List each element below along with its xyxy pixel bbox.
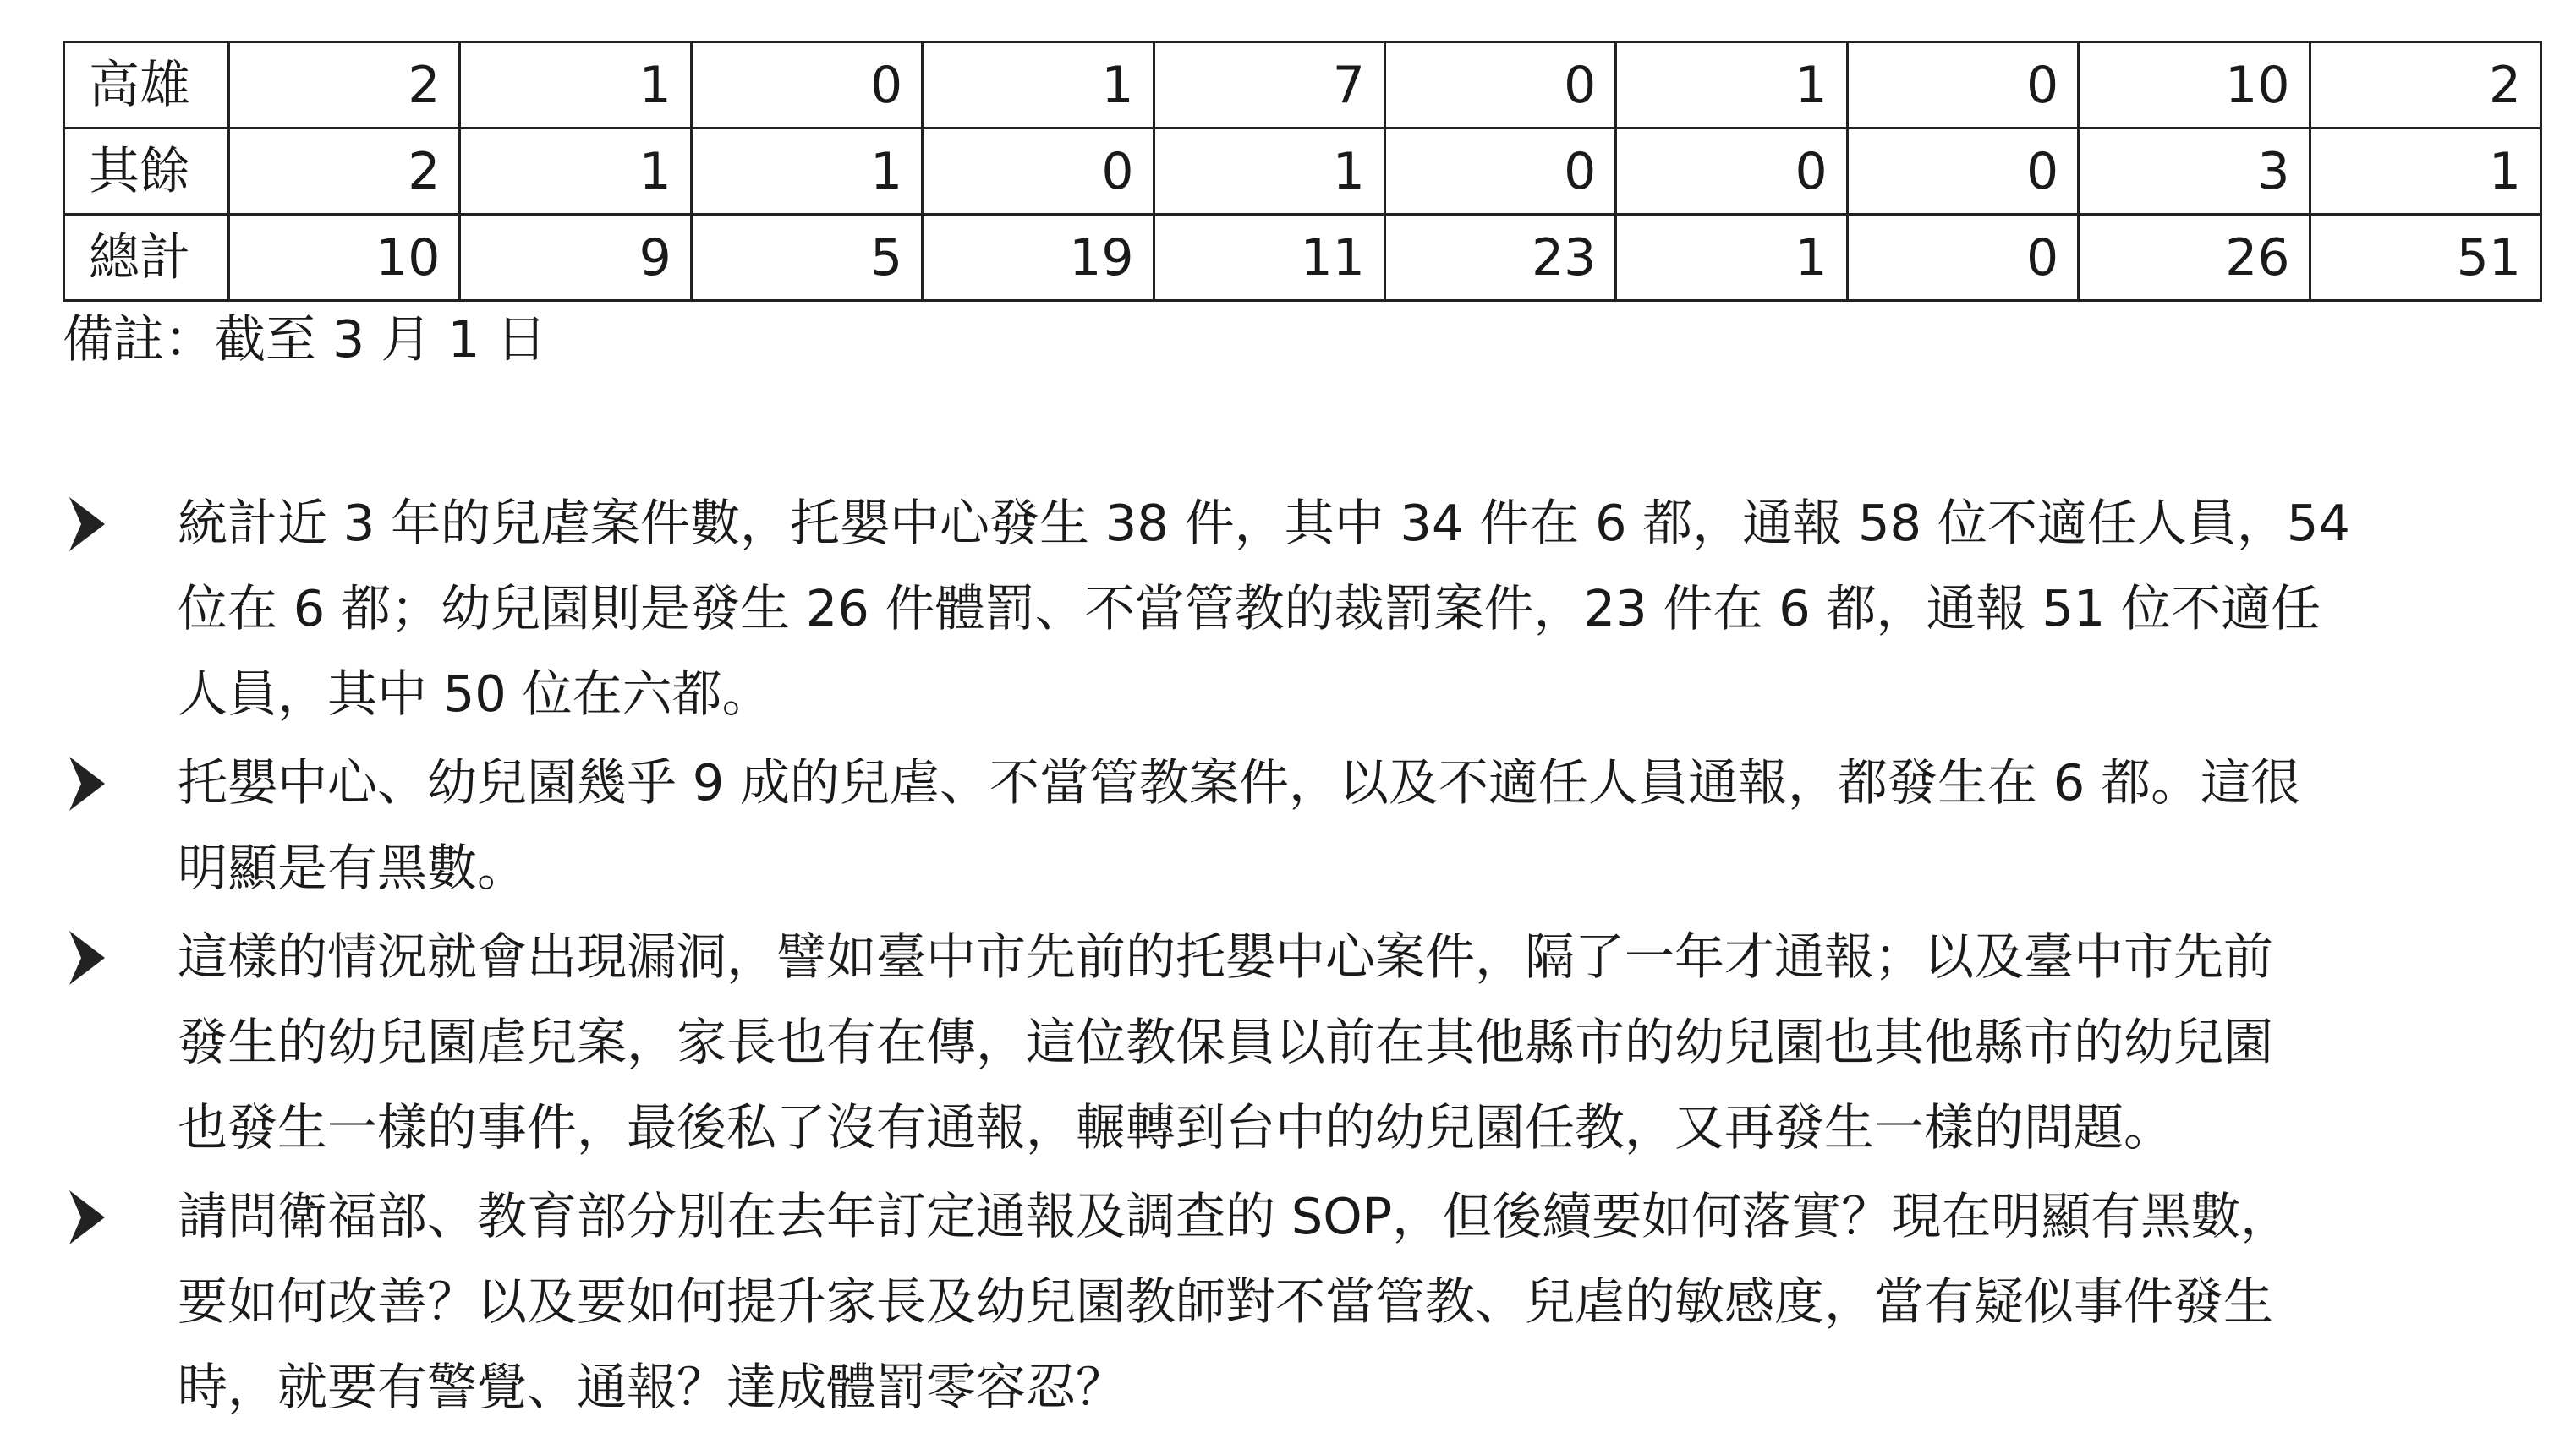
table-cell: 1	[691, 129, 922, 215]
table-cell: 10	[2079, 42, 2310, 129]
table-cell: 0	[1616, 129, 1847, 215]
table-cell: 9	[460, 215, 691, 301]
list-item-line: 請問衛福部、教育部分別在去年訂定通報及調查的 SOP，但後續要如何落實？現在明顯有黑數，	[178, 1187, 2291, 1245]
table-cell: 1	[1616, 215, 1847, 301]
table-cell: 1	[460, 42, 691, 129]
arrow-bullet-icon	[68, 924, 107, 992]
list-item	[63, 1173, 2542, 1430]
list-item-line: 明顯是有黑數。	[178, 839, 528, 897]
list-item-line: 要如何改善？以及要如何提升家長及幼兒園教師對不當管教、兒虐的敏感度，當有疑似事件發生	[178, 1272, 2274, 1331]
list-item	[63, 480, 2542, 736]
arrow-bullet-icon	[68, 490, 107, 558]
row-header: 高雄	[64, 42, 229, 129]
row-header: 總計	[64, 215, 229, 301]
row-header: 其餘	[64, 129, 229, 215]
table-note: 備註：截至 3 月 1 日	[63, 310, 547, 369]
table-cell: 2	[229, 129, 460, 215]
list-item-line: 人員，其中 50 位在六都。	[178, 665, 772, 723]
table-cell: 11	[1154, 215, 1384, 301]
table-cell: 0	[1847, 129, 2078, 215]
table-cell: 1	[923, 42, 1154, 129]
table-cell: 1	[1154, 129, 1384, 215]
table-row-others	[64, 129, 2541, 215]
list-item-line: 時，就要有警覺、通報？達成體罰零容忍？	[178, 1358, 1126, 1416]
statistics-table	[63, 41, 2542, 302]
table-cell: 10	[229, 215, 460, 301]
table-cell: 0	[1847, 42, 2078, 129]
table-cell: 7	[1154, 42, 1384, 129]
list-item-line: 統計近 3 年的兒虐案件數，托嬰中心發生 38 件，其中 34 件在 6 都，通報 58 位不適任人員，54	[178, 494, 2350, 552]
table-cell: 19	[923, 215, 1154, 301]
table-cell: 2	[2310, 42, 2540, 129]
table-cell: 1	[460, 129, 691, 215]
table-cell: 0	[1847, 215, 2078, 301]
table-cell: 0	[1384, 42, 1615, 129]
list-item-line: 也發生一樣的事件，最後私了沒有通報，輾轉到台中的幼兒園任教，又再發生一樣的問題。	[178, 1098, 2174, 1157]
table-cell: 1	[2310, 129, 2540, 215]
arrow-bullet-icon	[68, 1184, 107, 1251]
table-cell: 5	[691, 215, 922, 301]
list-item-line: 托嬰中心、幼兒園幾乎 9 成的兒虐、不當管教案件，以及不適任人員通報，都發生在 6 都。這很	[178, 753, 2301, 812]
list-item-line: 這樣的情況就會出現漏洞，譬如臺中市先前的托嬰中心案件，隔了一年才通報；以及臺中市先前	[178, 927, 2274, 986]
list-item-line: 發生的幼兒園虐兒案，家長也有在傳，這位教保員以前在其他縣市的幼兒園也其他縣市的幼兒園	[178, 1013, 2274, 1071]
table-cell: 0	[923, 129, 1154, 215]
table-cell: 0	[691, 42, 922, 129]
list-item	[63, 740, 2542, 911]
table-cell: 51	[2310, 215, 2540, 301]
table-cell: 3	[2079, 129, 2310, 215]
table-row-kaohsiung	[64, 42, 2541, 129]
list-item-line: 位在 6 都；幼兒園則是發生 26 件體罰、不當管教的裁罰案件，23 件在 6 都，通報 51 位不適任	[178, 579, 2321, 637]
table-cell: 26	[2079, 215, 2310, 301]
table-cell: 23	[1384, 215, 1615, 301]
table-cell: 2	[229, 42, 460, 129]
table-cell: 0	[1384, 129, 1615, 215]
list-item	[63, 914, 2542, 1170]
table-cell: 1	[1616, 42, 1847, 129]
table-row-total	[64, 215, 2541, 301]
arrow-bullet-icon	[68, 750, 107, 818]
bullet-list	[63, 480, 2542, 1433]
